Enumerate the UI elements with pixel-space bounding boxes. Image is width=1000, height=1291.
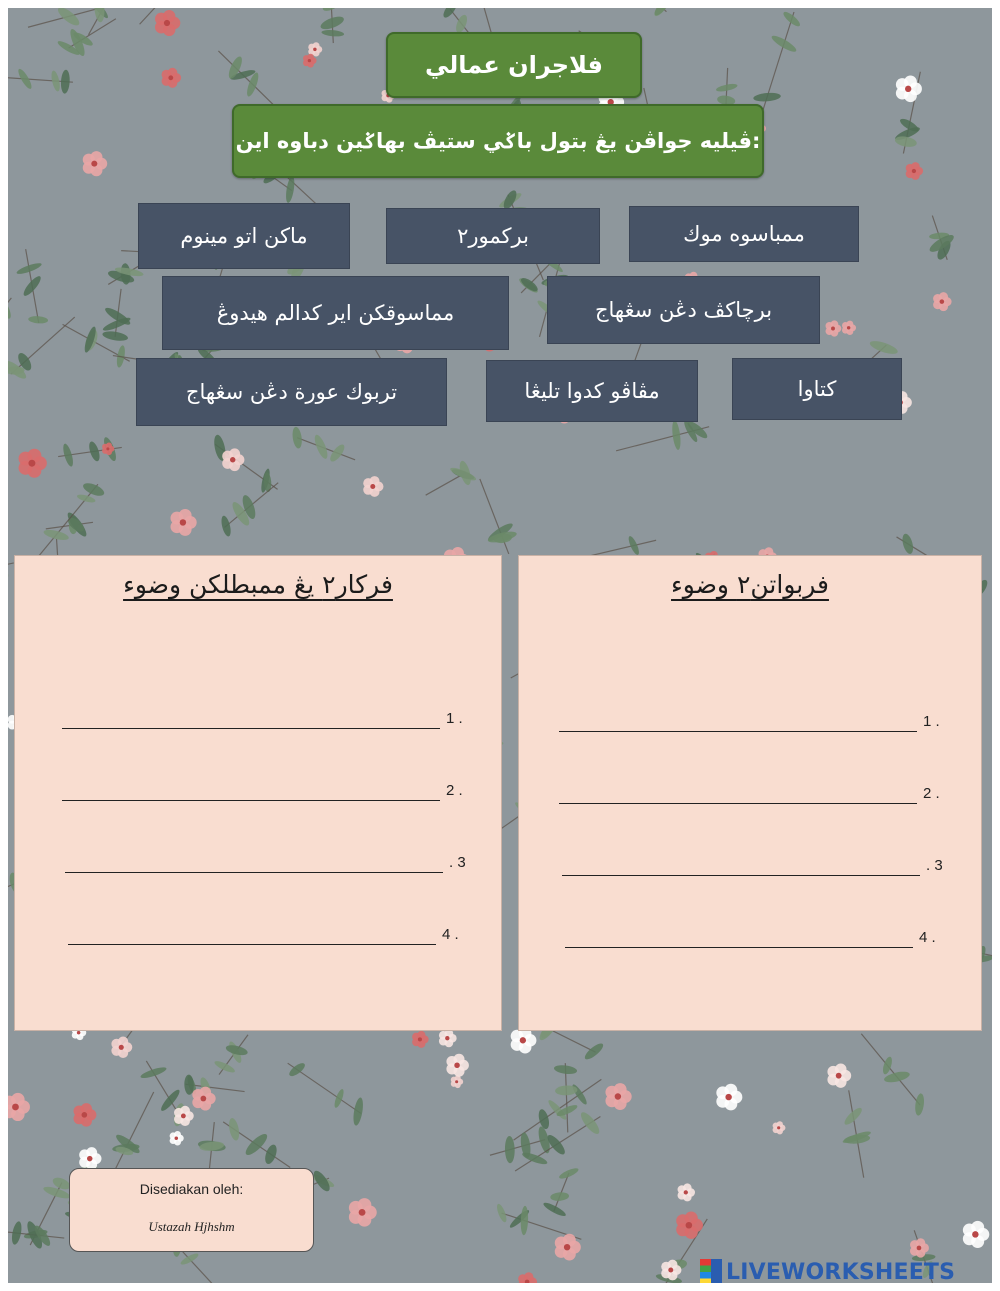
answer-row (559, 711, 940, 732)
answer-number: . 3 (926, 857, 943, 874)
brand-name: LIVEWORKSHEETS (726, 1259, 956, 1283)
answer-field[interactable] (559, 711, 917, 732)
answer-field[interactable] (68, 924, 436, 945)
word-chip[interactable]: كتاوا (732, 358, 902, 420)
liveworksheets-logo (700, 1258, 992, 1283)
answer-row (562, 855, 943, 876)
word-chip[interactable]: مماسوقكن اير كدالم هيدوڠ (162, 276, 509, 350)
answer-number: 1 . (446, 710, 463, 727)
answer-number: . 3 (449, 854, 466, 871)
worksheet-title: فلاجران عمالي (386, 32, 642, 98)
word-chip[interactable]: مڤاڤو كدوا تليڠا (486, 360, 698, 422)
worksheet-background (8, 8, 992, 1283)
panel-invalidators (14, 555, 502, 1031)
word-chip[interactable]: برچاكڤ دڠن سڠهاج (547, 276, 820, 344)
answer-field[interactable] (62, 780, 440, 801)
word-chip[interactable]: تربوك عورة دڠن سڠهاج (136, 358, 447, 426)
answer-field[interactable] (62, 708, 440, 729)
word-chip[interactable]: بركمور٢ (386, 208, 600, 264)
answer-field[interactable] (65, 852, 443, 873)
panel-heading: فركار٢ يڠ ممبطلكن وضوء (123, 570, 393, 599)
answer-row (62, 780, 463, 801)
answer-number: 1 . (923, 713, 940, 730)
liveworksheets-badge-icon (700, 1259, 722, 1283)
word-chip[interactable]: ممباسوه موك (629, 206, 859, 262)
credit-label: Disediakan oleh: (139, 1181, 244, 1197)
answer-field[interactable] (565, 927, 913, 948)
instruction-text: ڤيليه جواڤن يڠ بتول باݢي ستيڤ بهاݢين دباوه اين: (232, 104, 764, 178)
word-chip[interactable]: ماكن اتو مينوم (138, 203, 350, 269)
answer-row (565, 927, 936, 948)
panel-acts (518, 555, 982, 1031)
signature: Ustazah Hjhshm (148, 1219, 235, 1234)
answer-field[interactable] (562, 855, 920, 876)
credit-box (69, 1168, 314, 1252)
answer-row (62, 708, 463, 729)
answer-number: 2 . (446, 782, 463, 799)
answer-number: 4 . (442, 926, 459, 943)
answer-row (65, 852, 466, 873)
answer-number: 4 . (919, 929, 936, 946)
answer-row (559, 783, 940, 804)
answer-number: 2 . (923, 785, 940, 802)
answer-field[interactable] (559, 783, 917, 804)
answer-row (68, 924, 459, 945)
panel-heading: فربواتن٢ وضوء (671, 570, 829, 599)
